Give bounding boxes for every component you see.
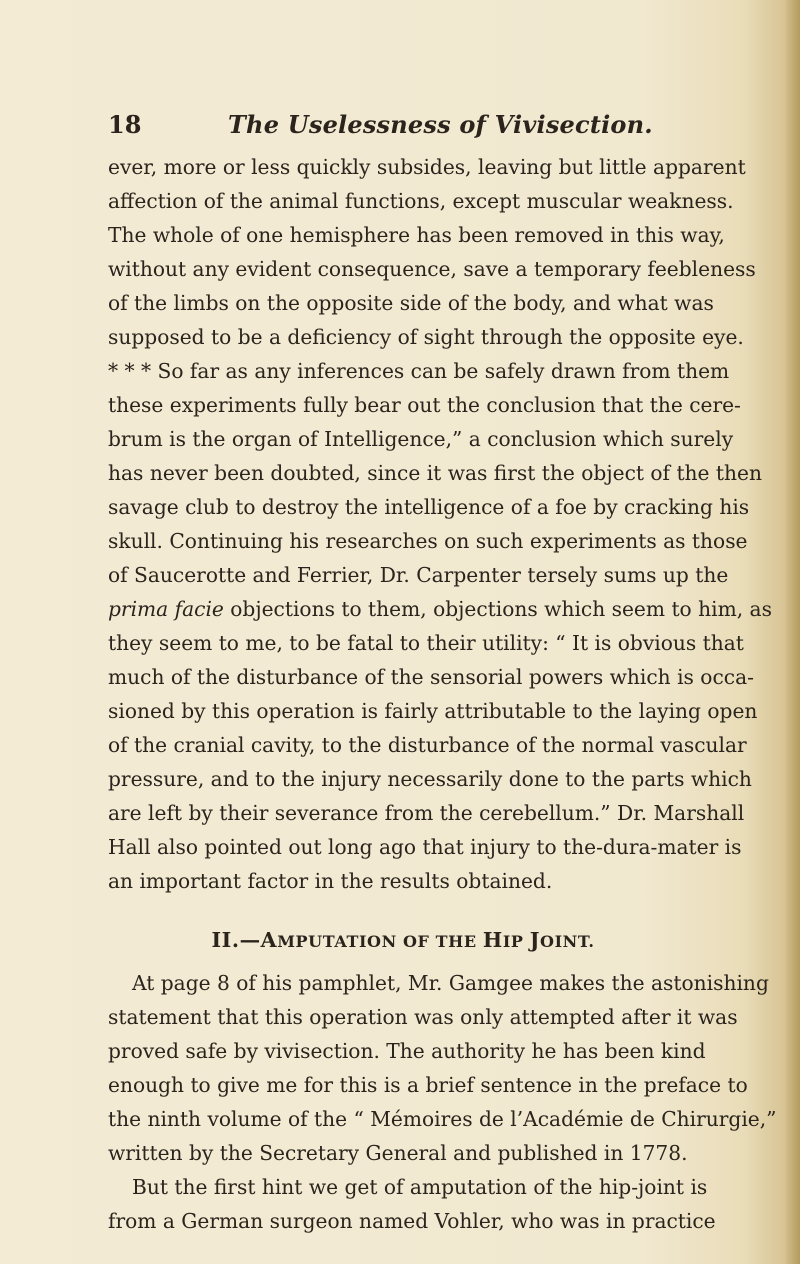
text-line: Hall also pointed out long ago that injury to the-dura-mater is — [108, 835, 742, 859]
text-line: an important factor in the results obtained. — [108, 869, 553, 893]
text-line: written by the Secretary General and published in 1778. — [108, 1141, 688, 1165]
text-line: affection of the animal functions, except muscular weakness. — [108, 189, 734, 213]
heading-part: OINT. — [540, 932, 595, 951]
body-text — [108, 150, 777, 1238]
text-line: they seem to me, to be fatal to their utility: “ It is obvious that — [108, 631, 744, 655]
text-line: are left by their severance from the cerebellum.” Dr. Marshall — [108, 801, 745, 825]
page-edge — [786, 0, 800, 1264]
text-line: ever, more or less quickly subsides, leaving but little apparent — [108, 155, 746, 179]
text-line: At page 8 of his pamphlet, Mr. Gamgee makes the astonishing — [132, 971, 769, 995]
text-line: enough to give me for this is a brief sentence in the preface to — [108, 1073, 748, 1097]
text-line: skull. Continuing his researches on such experiments as those — [108, 529, 748, 553]
text-line: of Saucerotte and Ferrier, Dr. Carpenter tersely sums up the — [108, 563, 729, 587]
heading-part: OF THE — [396, 932, 483, 951]
section-heading — [108, 920, 698, 960]
text-line: these experiments fully bear out the conclusion that the cere- — [108, 393, 741, 417]
text-line: from a German surgeon named Vohler, who was in practice — [108, 1209, 716, 1233]
text-line: * * * So far as any inferences can be safely drawn from them — [108, 359, 730, 383]
text-line: of the cranial cavity, to the disturbance of the normal vascular — [108, 733, 747, 757]
text-line: But the first hint we get of amputation of the hip-joint is — [132, 1175, 708, 1199]
text-line: pressure, and to the injury necessarily done to the parts which — [108, 767, 752, 791]
text-run: objections to them, objections which seem to him, as — [223, 597, 772, 621]
heading-part: J — [529, 928, 541, 952]
text-line: The whole of one hemisphere has been removed in this way, — [108, 223, 725, 247]
text-line: statement that this operation was only attempted after it was — [108, 1005, 738, 1029]
text-line: brum is the organ of Intelligence,” a conclusion which surely — [108, 427, 734, 451]
text-line: without any evident consequence, save a temporary feebleness — [108, 257, 756, 281]
text-line: supposed to be a deficiency of sight through the opposite eye. — [108, 325, 744, 349]
text-line: has never been doubted, since it was first the object of the then — [108, 461, 762, 485]
page-number: 18 — [108, 110, 142, 139]
text-line: the ninth volume of the “ Mémoires de l’Académie de Chirurgie,” — [108, 1107, 777, 1131]
page-header — [108, 110, 708, 146]
text-line: of the limbs on the opposite side of the body, and what was — [108, 291, 714, 315]
heading-part: II.—A — [211, 928, 278, 952]
text-line: much of the disturbance of the sensorial powers which is occa- — [108, 665, 754, 689]
text-line: proved safe by vivisection. The authority he has been kind — [108, 1039, 706, 1063]
heading-part: IP — [502, 932, 530, 951]
running-title: The Uselessness of Vivisection. — [228, 110, 653, 139]
text-line: savage club to destroy the intelligence of a foe by cracking his — [108, 495, 750, 519]
heading-part: H — [482, 928, 503, 952]
heading-part: MPUTATION — [277, 932, 397, 951]
text-line: sioned by this operation is fairly attributable to the laying open — [108, 699, 758, 723]
italic-phrase: prima facie — [108, 597, 224, 621]
text-line — [108, 592, 772, 626]
